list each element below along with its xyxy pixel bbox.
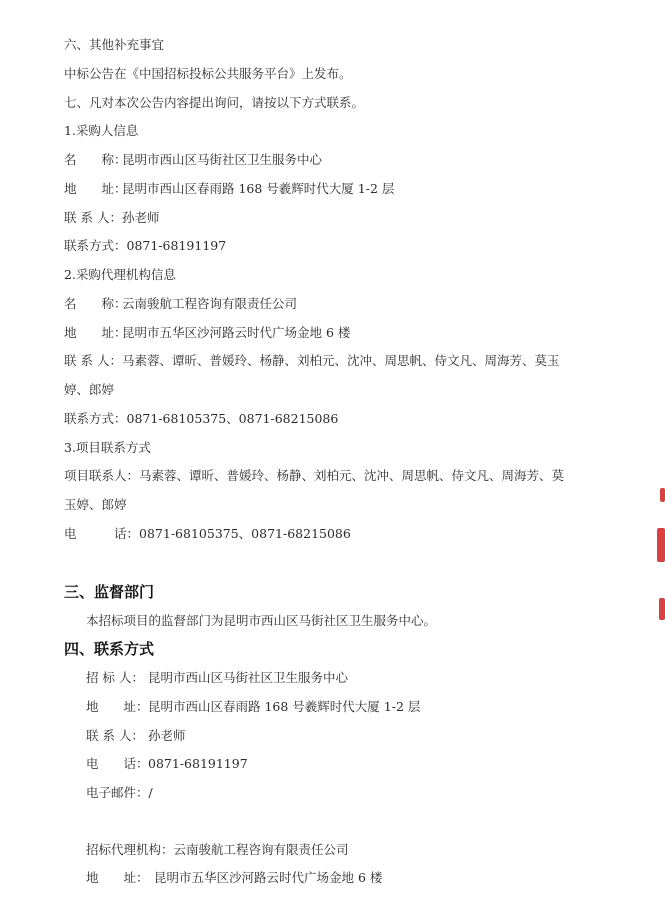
purchaser-contact-row — [64, 210, 159, 226]
tenderer-label: 招 标 人： — [86, 670, 144, 685]
contact-address-label: 地 址： — [86, 699, 149, 714]
project-contact-label: 项目联系人： — [64, 468, 140, 483]
agency-heading: 2.采购代理机构信息 — [64, 267, 176, 282]
contact-phone: 0871-68191197 — [148, 756, 248, 771]
purchaser-address: 昆明市西山区春雨路 168 号羲辉时代大厦 1-2 层 — [122, 181, 395, 196]
contact-email-row — [86, 785, 153, 801]
stamp-fragment — [657, 528, 665, 562]
purchaser-heading: 1.采购人信息 — [64, 123, 139, 138]
supervision-title: 三、监督部门 — [64, 583, 155, 601]
contact-phone-label: 电 话： — [86, 756, 149, 771]
project-phone-row — [64, 526, 351, 542]
tenderer-row — [86, 670, 348, 686]
agency-name-row — [64, 296, 297, 312]
purchaser-name-label: 名 称： — [64, 152, 127, 167]
agency-address-label: 地 址： — [64, 325, 127, 340]
contact-agency-address: 昆明市五华区沙河路云时代广场金地 6 楼 — [154, 870, 383, 885]
purchaser-phone-row — [64, 238, 226, 254]
contact-agency-address-label: 地 址： — [86, 870, 149, 885]
purchaser-contact: 孙老师 — [121, 210, 160, 225]
agency-phone: 0871-68105375、0871-68215086 — [126, 411, 339, 426]
agency-phone-row — [64, 411, 338, 427]
project-contact-line1: 马素蓉、谭昕、普媛玲、杨静、刘柏元、沈冲、周思帆、侍文凡、周海芳、莫 — [139, 468, 565, 483]
contact-address-row — [86, 699, 420, 715]
agency-contact-line2: 婷、郎婷 — [64, 382, 115, 397]
agency-name: 云南骏航工程咨询有限责任公司 — [122, 296, 298, 311]
contact-person-label: 联 系 人： — [86, 728, 144, 743]
purchaser-address-row — [64, 181, 394, 197]
project-phone: 0871-68105375、0871-68215086 — [139, 526, 351, 541]
purchaser-name: 昆明市西山区马街社区卫生服务中心 — [122, 152, 323, 167]
contact-agency-label: 招标代理机构： — [86, 842, 174, 857]
agency-contact-row — [64, 353, 559, 369]
contact-agency-address-row — [86, 870, 382, 886]
contact-address: 昆明市西山区春雨路 168 号羲辉时代大厦 1-2 层 — [148, 699, 421, 714]
agency-contact-line1: 马素蓉、谭昕、普媛玲、杨静、刘柏元、沈冲、周思帆、侍文凡、周海芳、莫玉 — [121, 353, 560, 368]
contact-person-row — [86, 728, 186, 744]
agency-address-row — [64, 325, 350, 341]
project-contact-line2: 玉婷、郎婷 — [64, 497, 127, 512]
purchaser-address-label: 地 址： — [64, 181, 127, 196]
supervision-text: 本招标项目的监督部门为昆明市西山区马街社区卫生服务中心。 — [86, 613, 437, 628]
project-phone-label: 电 话： — [64, 526, 140, 541]
contact-agency-row — [86, 842, 349, 858]
contact-phone-row — [86, 756, 248, 772]
purchaser-contact-label: 联 系 人： — [64, 210, 122, 225]
purchaser-phone: 0871-68191197 — [126, 238, 227, 253]
agency-contact-label: 联 系 人： — [64, 353, 122, 368]
contact-email-label: 电子邮件： — [86, 785, 149, 800]
contact-person: 孙老师 — [148, 728, 186, 743]
project-heading: 3.项目联系方式 — [64, 440, 151, 455]
agency-phone-label: 联系方式： — [64, 411, 127, 426]
stamp-fragment — [659, 598, 665, 620]
agency-address: 昆明市五华区沙河路云时代广场金地 6 楼 — [122, 325, 351, 340]
purchaser-phone-label: 联系方式： — [64, 238, 127, 253]
purchaser-name-row — [64, 152, 322, 168]
contact-title: 四、联系方式 — [64, 640, 155, 658]
project-contact-row — [64, 468, 564, 484]
section7-title: 七、凡对本次公告内容提出询问，请按以下方式联系。 — [64, 95, 365, 110]
contact-email: / — [148, 785, 153, 800]
section6-title: 六、其他补充事宜 — [64, 37, 165, 52]
agency-name-label: 名 称： — [64, 296, 127, 311]
stamp-fragment — [660, 488, 665, 502]
contact-agency: 云南骏航工程咨询有限责任公司 — [173, 842, 349, 857]
section6-text: 中标公告在《中国招标投标公共服务平台》上发布。 — [64, 66, 352, 81]
tenderer: 昆明市西山区马街社区卫生服务中心 — [148, 670, 349, 685]
